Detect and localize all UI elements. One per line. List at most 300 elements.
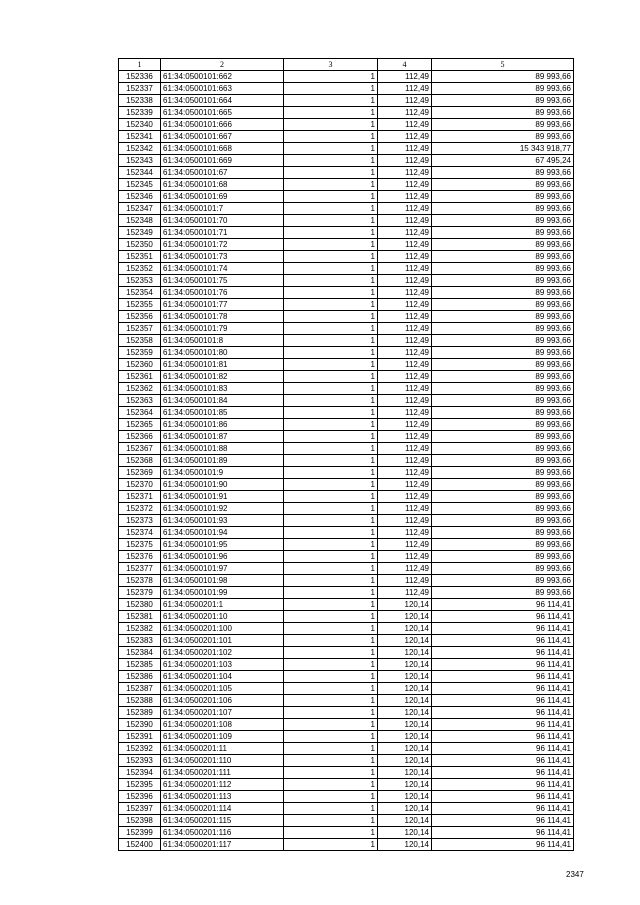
quantity-cell: 1 [284,95,378,107]
data-table [118,58,574,851]
row-number-cell: 152353 [119,275,161,287]
cadastral-number-cell: 61:34:0500101:92 [161,503,284,515]
area-cell: 112,49 [378,95,432,107]
area-cell: 112,49 [378,299,432,311]
cadastral-number-cell: 61:34:0500101:9 [161,467,284,479]
value-cell: 96 114,41 [432,719,574,731]
value-cell: 89 993,66 [432,371,574,383]
table-row [119,515,574,527]
quantity-cell: 1 [284,443,378,455]
cadastral-number-cell: 61:34:0500101:69 [161,191,284,203]
page-number: 2347 [566,870,584,879]
quantity-cell: 1 [284,83,378,95]
value-cell: 96 114,41 [432,815,574,827]
area-cell: 120,14 [378,839,432,851]
value-cell: 89 993,66 [432,95,574,107]
quantity-cell: 1 [284,479,378,491]
area-cell: 112,49 [378,251,432,263]
cadastral-number-cell: 61:34:0500101:98 [161,575,284,587]
row-number-cell: 152399 [119,827,161,839]
value-cell: 89 993,66 [432,335,574,347]
cadastral-number-cell: 61:34:0500101:85 [161,407,284,419]
value-cell: 89 993,66 [432,419,574,431]
area-cell: 120,14 [378,719,432,731]
table-row [119,239,574,251]
area-cell: 120,14 [378,659,432,671]
row-number-cell: 152378 [119,575,161,587]
value-cell: 96 114,41 [432,827,574,839]
cadastral-number-cell: 61:34:0500201:110 [161,755,284,767]
cadastral-number-cell: 61:34:0500101:94 [161,527,284,539]
cadastral-number-cell: 61:34:0500101:76 [161,287,284,299]
row-number-cell: 152345 [119,179,161,191]
quantity-cell: 1 [284,275,378,287]
quantity-cell: 1 [284,743,378,755]
table-row [119,71,574,83]
quantity-cell: 1 [284,239,378,251]
quantity-cell: 1 [284,167,378,179]
row-number-cell: 152379 [119,587,161,599]
value-cell: 89 993,66 [432,107,574,119]
table-row [119,419,574,431]
quantity-cell: 1 [284,527,378,539]
value-cell: 89 993,66 [432,191,574,203]
table-row [119,407,574,419]
value-cell: 89 993,66 [432,395,574,407]
cadastral-number-cell: 61:34:0500201:107 [161,707,284,719]
value-cell: 89 993,66 [432,515,574,527]
row-number-cell: 152354 [119,287,161,299]
table-row [119,203,574,215]
value-cell: 89 993,66 [432,287,574,299]
value-cell: 89 993,66 [432,527,574,539]
area-cell: 112,49 [378,71,432,83]
quantity-cell: 1 [284,719,378,731]
cadastral-number-cell: 61:34:0500101:77 [161,299,284,311]
area-cell: 112,49 [378,263,432,275]
row-number-cell: 152396 [119,791,161,803]
value-cell: 89 993,66 [432,467,574,479]
cadastral-number-cell: 61:34:0500201:108 [161,719,284,731]
cadastral-number-cell: 61:34:0500101:67 [161,167,284,179]
quantity-cell: 1 [284,347,378,359]
area-cell: 120,14 [378,635,432,647]
table-row [119,479,574,491]
quantity-cell: 1 [284,323,378,335]
quantity-cell: 1 [284,71,378,83]
header-row [119,59,574,71]
value-cell: 96 114,41 [432,647,574,659]
table-row [119,623,574,635]
quantity-cell: 1 [284,707,378,719]
table-row [119,683,574,695]
value-cell: 96 114,41 [432,839,574,851]
row-number-cell: 152389 [119,707,161,719]
quantity-cell: 1 [284,335,378,347]
row-number-cell: 152365 [119,419,161,431]
quantity-cell: 1 [284,587,378,599]
quantity-cell: 1 [284,683,378,695]
quantity-cell: 1 [284,503,378,515]
row-number-cell: 152380 [119,599,161,611]
quantity-cell: 1 [284,755,378,767]
cadastral-number-cell: 61:34:0500101:81 [161,359,284,371]
column-header-4: 4 [378,59,432,71]
table-row [119,719,574,731]
row-number-cell: 152388 [119,695,161,707]
row-number-cell: 152390 [119,719,161,731]
row-number-cell: 152393 [119,755,161,767]
value-cell: 89 993,66 [432,383,574,395]
quantity-cell: 1 [284,119,378,131]
value-cell: 89 993,66 [432,443,574,455]
area-cell: 112,49 [378,203,432,215]
table-row [119,179,574,191]
cadastral-number-cell: 61:34:0500101:662 [161,71,284,83]
row-number-cell: 152357 [119,323,161,335]
quantity-cell: 1 [284,671,378,683]
quantity-cell: 1 [284,803,378,815]
value-cell: 89 993,66 [432,479,574,491]
area-cell: 112,49 [378,347,432,359]
value-cell: 96 114,41 [432,611,574,623]
table-row [119,731,574,743]
row-number-cell: 152372 [119,503,161,515]
row-number-cell: 152364 [119,407,161,419]
quantity-cell: 1 [284,731,378,743]
cadastral-number-cell: 61:34:0500201:101 [161,635,284,647]
table-row [119,347,574,359]
table-row [119,143,574,155]
area-cell: 120,14 [378,743,432,755]
table-row [119,383,574,395]
cadastral-number-cell: 61:34:0500201:100 [161,623,284,635]
value-cell: 89 993,66 [432,347,574,359]
area-cell: 112,49 [378,287,432,299]
quantity-cell: 1 [284,695,378,707]
area-cell: 112,49 [378,311,432,323]
quantity-cell: 1 [284,839,378,851]
cadastral-number-cell: 61:34:0500101:70 [161,215,284,227]
row-number-cell: 152382 [119,623,161,635]
quantity-cell: 1 [284,155,378,167]
table-row [119,779,574,791]
area-cell: 112,49 [378,419,432,431]
area-cell: 120,14 [378,779,432,791]
row-number-cell: 152360 [119,359,161,371]
table-row [119,635,574,647]
row-number-cell: 152349 [119,227,161,239]
area-cell: 112,49 [378,167,432,179]
quantity-cell: 1 [284,779,378,791]
cadastral-number-cell: 61:34:0500101:96 [161,551,284,563]
area-cell: 112,49 [378,479,432,491]
area-cell: 112,49 [378,359,432,371]
value-cell: 96 114,41 [432,791,574,803]
row-number-cell: 152361 [119,371,161,383]
value-cell: 89 993,66 [432,323,574,335]
row-number-cell: 152352 [119,263,161,275]
table-row [119,443,574,455]
area-cell: 112,49 [378,275,432,287]
table-row [119,827,574,839]
area-cell: 120,14 [378,695,432,707]
quantity-cell: 1 [284,515,378,527]
area-cell: 112,49 [378,107,432,119]
cadastral-number-cell: 61:34:0500101:663 [161,83,284,95]
quantity-cell: 1 [284,383,378,395]
row-number-cell: 152397 [119,803,161,815]
value-cell: 96 114,41 [432,623,574,635]
quantity-cell: 1 [284,599,378,611]
area-cell: 112,49 [378,83,432,95]
table-row [119,191,574,203]
area-cell: 112,49 [378,239,432,251]
value-cell: 96 114,41 [432,599,574,611]
table-row [119,287,574,299]
value-cell: 89 993,66 [432,455,574,467]
cadastral-number-cell: 61:34:0500201:117 [161,839,284,851]
table-row [119,395,574,407]
value-cell: 89 993,66 [432,311,574,323]
value-cell: 89 993,66 [432,503,574,515]
area-cell: 112,49 [378,503,432,515]
value-cell: 89 993,66 [432,215,574,227]
table-row [119,119,574,131]
cadastral-number-cell: 61:34:0500101:68 [161,179,284,191]
quantity-cell: 1 [284,659,378,671]
table-body [119,71,574,851]
value-cell: 96 114,41 [432,767,574,779]
area-cell: 120,14 [378,599,432,611]
row-number-cell: 152374 [119,527,161,539]
table-row [119,503,574,515]
quantity-cell: 1 [284,827,378,839]
cadastral-number-cell: 61:34:0500101:72 [161,239,284,251]
value-cell: 89 993,66 [432,539,574,551]
table-row [119,707,574,719]
area-cell: 120,14 [378,683,432,695]
cadastral-number-cell: 61:34:0500201:105 [161,683,284,695]
table-row [119,131,574,143]
area-cell: 112,49 [378,431,432,443]
row-number-cell: 152351 [119,251,161,263]
row-number-cell: 152369 [119,467,161,479]
area-cell: 112,49 [378,335,432,347]
table-row [119,575,574,587]
row-number-cell: 152368 [119,455,161,467]
quantity-cell: 1 [284,371,378,383]
value-cell: 89 993,66 [432,239,574,251]
row-number-cell: 152346 [119,191,161,203]
row-number-cell: 152376 [119,551,161,563]
row-number-cell: 152384 [119,647,161,659]
row-number-cell: 152339 [119,107,161,119]
value-cell: 89 993,66 [432,299,574,311]
value-cell: 89 993,66 [432,563,574,575]
value-cell: 96 114,41 [432,671,574,683]
cadastral-number-cell: 61:34:0500101:79 [161,323,284,335]
table-row [119,263,574,275]
row-number-cell: 152343 [119,155,161,167]
table-row [119,587,574,599]
column-header-1: 1 [119,59,161,71]
quantity-cell: 1 [284,251,378,263]
cadastral-number-cell: 61:34:0500101:664 [161,95,284,107]
area-cell: 112,49 [378,443,432,455]
value-cell: 89 993,66 [432,251,574,263]
table-row [119,431,574,443]
table-row [119,335,574,347]
value-cell: 89 993,66 [432,275,574,287]
table-row [119,755,574,767]
quantity-cell: 1 [284,539,378,551]
cadastral-number-cell: 61:34:0500101:665 [161,107,284,119]
value-cell: 89 993,66 [432,179,574,191]
row-number-cell: 152363 [119,395,161,407]
area-cell: 120,14 [378,791,432,803]
table-row [119,323,574,335]
row-number-cell: 152358 [119,335,161,347]
quantity-cell: 1 [284,491,378,503]
table-row [119,695,574,707]
quantity-cell: 1 [284,191,378,203]
cadastral-number-cell: 61:34:0500101:88 [161,443,284,455]
cadastral-number-cell: 61:34:0500101:84 [161,395,284,407]
row-number-cell: 152400 [119,839,161,851]
table-row [119,251,574,263]
area-cell: 112,49 [378,515,432,527]
table-row [119,659,574,671]
table-row [119,311,574,323]
cadastral-number-cell: 61:34:0500101:7 [161,203,284,215]
cadastral-number-cell: 61:34:0500201:104 [161,671,284,683]
cadastral-number-cell: 61:34:0500201:111 [161,767,284,779]
quantity-cell: 1 [284,563,378,575]
cadastral-number-cell: 61:34:0500101:97 [161,563,284,575]
column-header-2: 2 [161,59,284,71]
cadastral-number-cell: 61:34:0500101:667 [161,131,284,143]
row-number-cell: 152362 [119,383,161,395]
area-cell: 120,14 [378,767,432,779]
row-number-cell: 152385 [119,659,161,671]
column-header-5: 5 [432,59,574,71]
value-cell: 89 993,66 [432,203,574,215]
table-row [119,155,574,167]
cadastral-number-cell: 61:34:0500201:115 [161,815,284,827]
row-number-cell: 152344 [119,167,161,179]
table-row [119,815,574,827]
row-number-cell: 152370 [119,479,161,491]
row-number-cell: 152386 [119,671,161,683]
column-header-3: 3 [284,59,378,71]
value-cell: 89 993,66 [432,71,574,83]
cadastral-number-cell: 61:34:0500101:74 [161,263,284,275]
area-cell: 112,49 [378,227,432,239]
cadastral-number-cell: 61:34:0500101:71 [161,227,284,239]
quantity-cell: 1 [284,299,378,311]
area-cell: 120,14 [378,731,432,743]
area-cell: 120,14 [378,647,432,659]
row-number-cell: 152336 [119,71,161,83]
table-row [119,491,574,503]
row-number-cell: 152381 [119,611,161,623]
row-number-cell: 152342 [119,143,161,155]
area-cell: 112,49 [378,407,432,419]
table-row [119,599,574,611]
quantity-cell: 1 [284,131,378,143]
row-number-cell: 152340 [119,119,161,131]
table-row [119,803,574,815]
cadastral-number-cell: 61:34:0500101:93 [161,515,284,527]
cadastral-number-cell: 61:34:0500101:82 [161,371,284,383]
area-cell: 112,49 [378,527,432,539]
area-cell: 120,14 [378,611,432,623]
quantity-cell: 1 [284,179,378,191]
table-row [119,671,574,683]
table-row [119,275,574,287]
value-cell: 96 114,41 [432,755,574,767]
row-number-cell: 152394 [119,767,161,779]
quantity-cell: 1 [284,287,378,299]
value-cell: 89 993,66 [432,167,574,179]
row-number-cell: 152373 [119,515,161,527]
row-number-cell: 152392 [119,743,161,755]
quantity-cell: 1 [284,227,378,239]
area-cell: 120,14 [378,755,432,767]
quantity-cell: 1 [284,395,378,407]
area-cell: 120,14 [378,827,432,839]
area-cell: 120,14 [378,815,432,827]
quantity-cell: 1 [284,311,378,323]
cadastral-number-cell: 61:34:0500101:90 [161,479,284,491]
cadastral-number-cell: 61:34:0500201:113 [161,791,284,803]
area-cell: 120,14 [378,803,432,815]
quantity-cell: 1 [284,635,378,647]
cadastral-number-cell: 61:34:0500201:102 [161,647,284,659]
area-cell: 112,49 [378,119,432,131]
quantity-cell: 1 [284,551,378,563]
cadastral-number-cell: 61:34:0500201:11 [161,743,284,755]
row-number-cell: 152356 [119,311,161,323]
value-cell: 96 114,41 [432,707,574,719]
table-row [119,563,574,575]
table-row [119,227,574,239]
quantity-cell: 1 [284,623,378,635]
value-cell: 89 993,66 [432,431,574,443]
area-cell: 112,49 [378,155,432,167]
area-cell: 112,49 [378,455,432,467]
value-cell: 89 993,66 [432,119,574,131]
table-row [119,743,574,755]
quantity-cell: 1 [284,815,378,827]
quantity-cell: 1 [284,791,378,803]
row-number-cell: 152359 [119,347,161,359]
row-number-cell: 152367 [119,443,161,455]
value-cell: 89 993,66 [432,227,574,239]
area-cell: 112,49 [378,539,432,551]
row-number-cell: 152387 [119,683,161,695]
value-cell: 96 114,41 [432,743,574,755]
quantity-cell: 1 [284,611,378,623]
value-cell: 96 114,41 [432,635,574,647]
area-cell: 112,49 [378,551,432,563]
cadastral-number-cell: 61:34:0500101:78 [161,311,284,323]
row-number-cell: 152338 [119,95,161,107]
row-number-cell: 152398 [119,815,161,827]
area-cell: 112,49 [378,179,432,191]
cadastral-number-cell: 61:34:0500101:95 [161,539,284,551]
